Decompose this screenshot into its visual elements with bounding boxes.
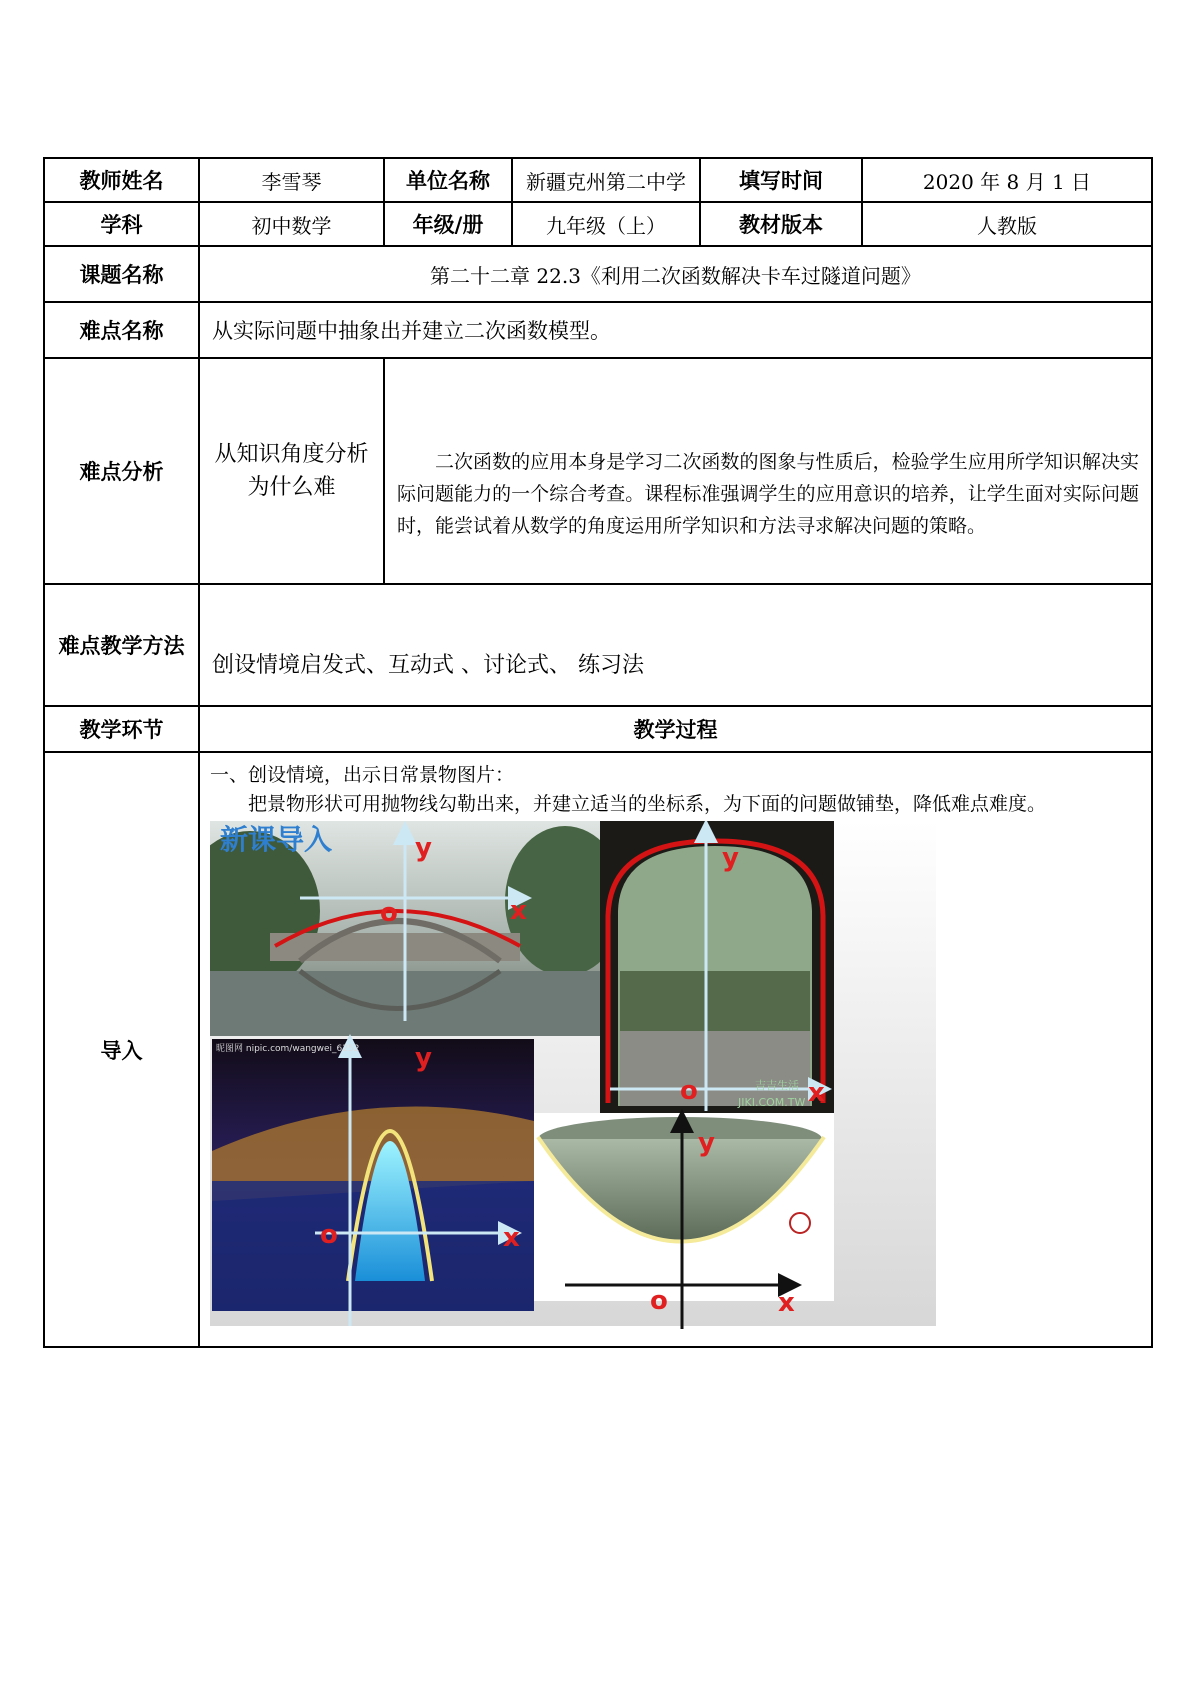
textbook-label: 教材版本: [700, 202, 862, 246]
difficulty-value: 从实际问题中抽象出并建立二次函数模型。: [199, 302, 1152, 358]
bridge-x-label: x: [510, 896, 527, 926]
header-row-1: [44, 158, 1152, 202]
bridge-y-label: y: [415, 833, 432, 863]
tunnel-watermark-url: JIKI.COM.TW: [738, 1096, 806, 1109]
analysis-row: [44, 358, 1152, 584]
tunnel-photo: [600, 821, 834, 1113]
method-row: [44, 584, 1152, 706]
textbook-value: 人教版: [862, 202, 1152, 246]
intro-content: [199, 752, 1152, 1347]
bridge-photo: [210, 821, 625, 1036]
topic-label: 课题名称: [44, 246, 199, 302]
method-value: 创设情境启发式、互动式 、讨论式、 练习法: [199, 584, 1152, 706]
fountain-watermark: 昵图网 nipic.com/wangwei_6252: [216, 1044, 360, 1054]
teacher-name: 李雪琴: [199, 158, 384, 202]
fountain-photo: [212, 1039, 534, 1326]
date-label: 填写时间: [700, 158, 862, 202]
analysis-label: 难点分析: [44, 358, 199, 584]
topic-row: [44, 246, 1152, 302]
bowl-x-label: x: [778, 1288, 795, 1318]
bowl-origin-label: o: [650, 1286, 668, 1316]
tunnel-watermark: 吉吉生活: [755, 1079, 799, 1092]
intro-row: [44, 752, 1152, 1347]
fountain-x-label: x: [503, 1223, 520, 1253]
subject-label: 学科: [44, 202, 199, 246]
parabola-image-collage: [210, 821, 936, 1331]
bowl-y-label: y: [698, 1128, 715, 1158]
difficulty-label: 难点名称: [44, 302, 199, 358]
intro-line-1: 一、创设情境，出示日常景物图片：: [210, 764, 515, 786]
process-header-row: [44, 706, 1152, 752]
bridge-origin-label: o: [380, 898, 398, 928]
teacher-label: 教师姓名: [44, 158, 199, 202]
lesson-plan-table: [43, 157, 1153, 1348]
grade-label: 年级/册: [384, 202, 512, 246]
stage-header: 教学环节: [44, 706, 199, 752]
analysis-text: 二次函数的应用本身是学习二次函数的图象与性质后，检验学生应用所学知识解决实际问题能力的一个综合考查。课程标准强调学生的应用意识的培养，让学生面对实际问题时，能尝试着从数学的角度运用所学知识和方法寻求解决问题的策略。: [384, 358, 1152, 584]
method-label: 难点教学方法: [44, 584, 199, 706]
bowl-photo: [534, 1113, 834, 1329]
collage-title: 新课导入: [220, 823, 333, 856]
header-row-2: [44, 202, 1152, 246]
topic-value: 第二十二章 22.3《利用二次函数解决卡车过隧道问题》: [199, 246, 1152, 302]
collage-svg: [210, 821, 936, 1331]
process-header: 教学过程: [199, 706, 1152, 752]
tunnel-y-label: y: [722, 843, 739, 873]
intro-line-2: 把景物形状可用抛物线勾勒出来，并建立适当的坐标系，为下面的问题做铺垫，降低难点难度。: [248, 793, 1047, 815]
subject-value: 初中数学: [199, 202, 384, 246]
grade-value: 九年级（上）: [512, 202, 700, 246]
date-value: 2020 年 8 月 1 日: [862, 158, 1152, 202]
fountain-y-label: y: [415, 1043, 432, 1073]
unit-name: 新疆克州第二中学: [512, 158, 700, 202]
tunnel-x-label: x: [808, 1078, 825, 1108]
difficulty-row: [44, 302, 1152, 358]
analysis-sub-label: 从知识角度分析为什么难: [199, 358, 384, 584]
intro-stage-label: 导入: [44, 752, 199, 1347]
fountain-origin-label: o: [320, 1220, 338, 1250]
unit-label: 单位名称: [384, 158, 512, 202]
tunnel-origin-label: o: [680, 1076, 698, 1106]
